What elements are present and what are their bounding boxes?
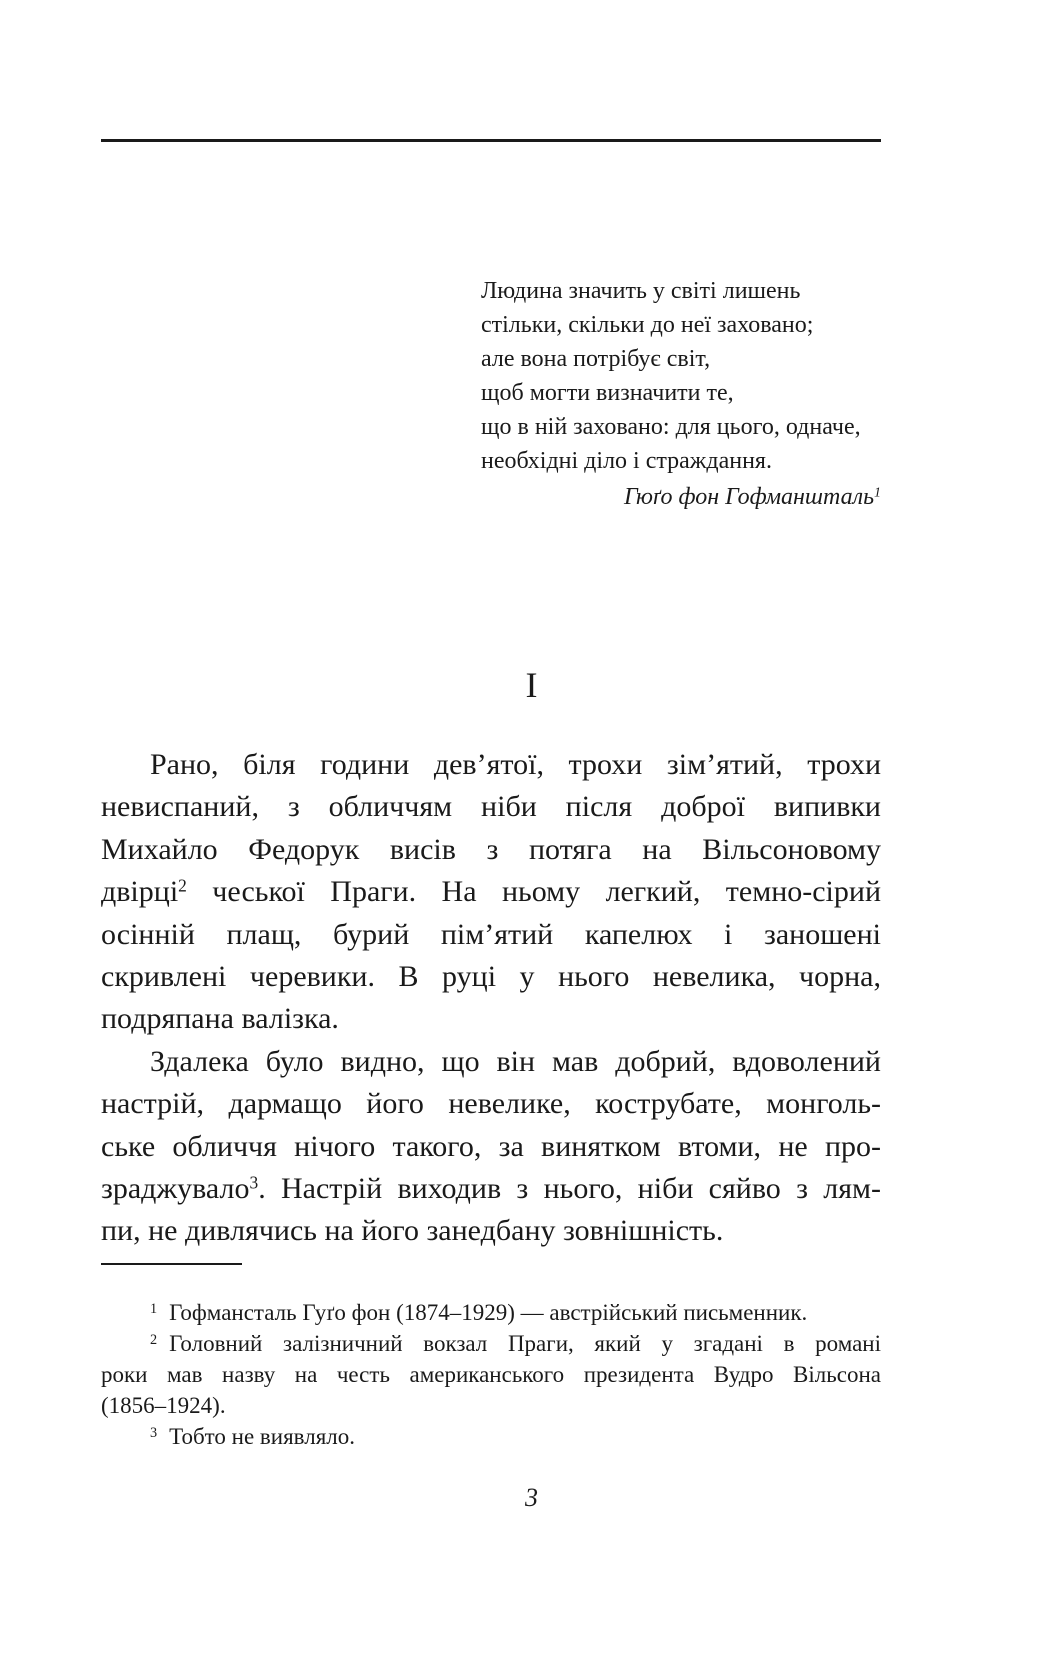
- epigraph: [481, 274, 881, 514]
- body-line: Рано, біля години дев’ятої, трохи зім’ятий, трохи: [150, 748, 881, 781]
- footnote-text: Тобто не виявляло.: [169, 1424, 356, 1449]
- body-line: невиспаний, з обличчям ніби після доброї випивки: [101, 790, 881, 824]
- footnote-item: [101, 1421, 881, 1452]
- body-line: скривлені черевики. В руці у нього невелика, чорна,: [101, 960, 881, 994]
- epigraph-author: [481, 480, 881, 514]
- footnote-text: (1856–1924).: [101, 1393, 226, 1418]
- epigraph-line: необхідні діло і страждання.: [481, 448, 772, 474]
- epigraph-line: стільки, скільки до неї заховано;: [481, 312, 814, 338]
- footnote-text: Головний залізничний вокзал Праги, який у згадані в романі: [169, 1331, 881, 1356]
- body-line: ське обличчя нічого такого, за винятком втоми, не про-: [101, 1129, 881, 1163]
- epigraph-line: Людина значить у світі лишень: [481, 278, 801, 304]
- footnote-text: Гофмансталь Гуґо фон (1874–1929) — австрійський письменник.: [169, 1300, 808, 1325]
- body-line: Здалека було видно, що він мав добрий, вдоволений: [150, 1044, 881, 1078]
- header-rule: [101, 139, 881, 142]
- body-text: [101, 744, 881, 1253]
- footnote-rule: [101, 1263, 242, 1265]
- footnote-text: роки мав назву на честь американського президента Вудро Вільсона: [101, 1362, 881, 1387]
- body-text-segment: зраджувало: [101, 1172, 250, 1206]
- body-text-segment: чеської Праги. На ньому легкий, темно-сірий: [186, 875, 881, 909]
- footnote-number: 1: [150, 1300, 158, 1317]
- body-line: Михайло Федорук висів з потяга на Вільсоновому: [101, 832, 881, 866]
- epigraph-line: щоб могти визначити те,: [481, 380, 734, 406]
- body-line: [101, 871, 881, 913]
- footnote-item: [101, 1328, 881, 1359]
- body-line: осінній плащ, бурий пім’ятий капелюх і заношені: [101, 917, 881, 951]
- body-line: пи, не дивлячись на його занедбану зовнішність.: [101, 1214, 724, 1248]
- epigraph-line: що в ній заховано: для цього, одначе,: [481, 414, 861, 440]
- body-line: настрій, дармащо його невелике, кострубате, монголь-: [101, 1087, 881, 1121]
- body-text-segment: двірці: [101, 875, 179, 909]
- epigraph-line: але вона потрібує світ,: [481, 346, 711, 372]
- body-line: [101, 1168, 881, 1210]
- footnotes: [101, 1297, 881, 1452]
- footnote-number: 3: [150, 1424, 158, 1441]
- footnote-ref-3: 3: [249, 1172, 259, 1193]
- body-line: подряпана валізка.: [101, 1002, 339, 1036]
- epigraph-author-name: Гюґо фон Гофманшталь: [623, 484, 875, 510]
- footnote-item: [101, 1297, 881, 1328]
- body-text-segment: . Настрій виходив з нього, ніби сяйво з лям-: [258, 1172, 881, 1206]
- footnote-ref-2: 2: [178, 875, 187, 896]
- footnote-ref-1: 1: [874, 485, 881, 501]
- footnote-number: 2: [150, 1331, 158, 1348]
- chapter-number: I: [525, 665, 538, 705]
- page-number: 3: [525, 1483, 538, 1512]
